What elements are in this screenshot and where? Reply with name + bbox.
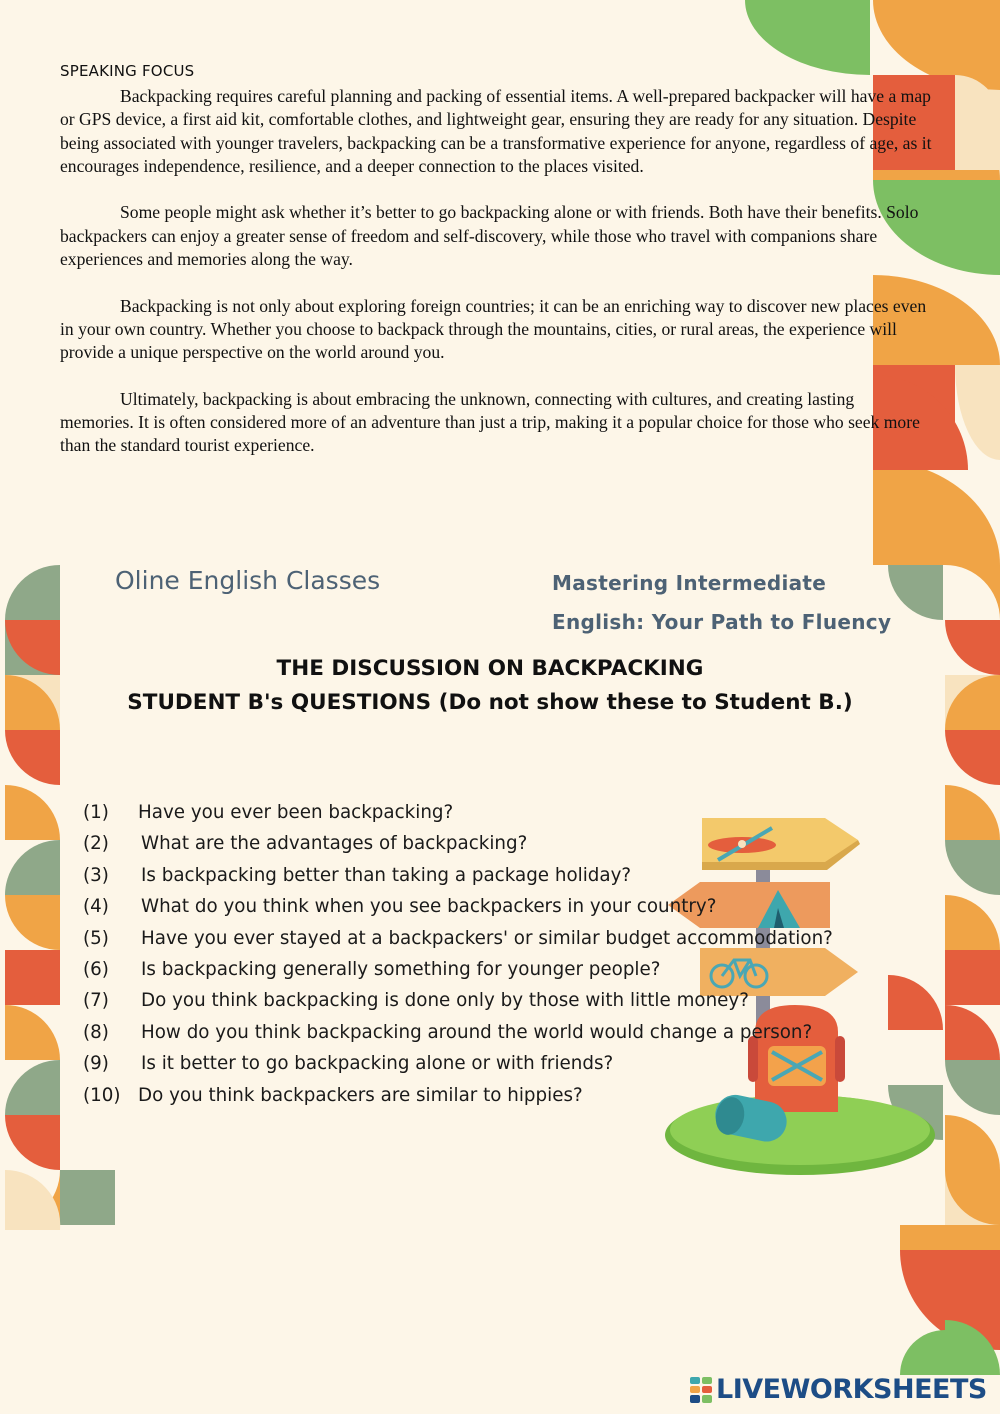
question-list [83, 797, 833, 1111]
question-text: What do you think when you see backpackers in your country? [141, 896, 717, 918]
tagline-line-2: English: Your Path to Fluency [552, 610, 892, 634]
question-text: Is it better to go backpacking alone or with friends? [141, 1053, 614, 1075]
question-text: Do you think backpacking is done only by those with little money? [141, 990, 749, 1012]
list-item [83, 1080, 833, 1111]
course-tagline [552, 564, 892, 642]
logo-text: LIVEWORKSHEETS [716, 1374, 987, 1405]
decorative-pattern-bottom-right [900, 1225, 1000, 1375]
paragraph: Some people might ask whether it’s better to go backpacking alone or with friends. Both have their benefits. Solo backpackers can enjoy a greater sense of freedom and self-discovery, while those who travel with companions share experiences and memories along the way. [60, 202, 919, 270]
list-item [83, 828, 833, 859]
list-item [83, 797, 833, 828]
list-item [83, 1017, 833, 1048]
pattern-shapes-bottom [900, 1225, 1000, 1375]
paragraph: Backpacking requires careful planning and packing of essential items. A well-prepared backpacker will have a map or GPS device, a first aid kit, comfortable clothes, and lightweight gear, ensuring they are ready for any situation. Despite being associated with younger travelers, backpacking can be a transformative experience for anyone, regardless of age, as it encourages independence, resilience, and a deeper connection to the places visited. [60, 86, 932, 176]
question-number: (8) [83, 1021, 109, 1043]
question-text: Is backpacking better than taking a package holiday? [141, 864, 632, 886]
paragraph: Backpacking is not only about exploring foreign countries; it can be an enriching way to discover new places even in your own country. Whether you choose to backpack through the mountains, cities, or rural areas, the experience will provide a unique perspective on the world around you. [60, 295, 927, 363]
question-number: (6) [83, 958, 109, 980]
heading-subtitle: STUDENT B's QUESTIONS (Do not show these to Student B.) [127, 690, 853, 715]
question-text: How do you think backpacking around the world would change a person? [141, 1021, 813, 1043]
question-number: (1) [83, 802, 109, 823]
list-item [83, 985, 833, 1016]
question-number: (3) [83, 864, 109, 886]
question-text: Have you ever stayed at a backpackers' or similar budget accommodation? [141, 927, 833, 949]
question-number: (2) [83, 833, 109, 855]
list-item [83, 954, 833, 985]
logo-grid-icon [690, 1377, 712, 1403]
section-label: SPEAKING FOCUS [60, 62, 195, 80]
question-number: (7) [83, 990, 109, 1012]
list-item [83, 860, 833, 891]
tagline-line-1: Mastering Intermediate [552, 571, 827, 595]
list-item [83, 1048, 833, 1079]
list-item [83, 891, 833, 922]
question-text: Do you think backpackers are similar to hippies? [138, 1084, 583, 1106]
list-item [83, 923, 833, 954]
question-text: Have you ever been backpacking? [138, 802, 454, 823]
question-number: (10) [83, 1084, 121, 1106]
question-number: (9) [83, 1053, 109, 1075]
question-number: (4) [83, 896, 109, 918]
heading-title: THE DISCUSSION ON BACKPACKING [276, 656, 704, 681]
worksheet-heading [100, 652, 880, 720]
liveworksheets-logo[interactable] [690, 1374, 987, 1405]
question-text: What are the advantages of backpacking? [141, 833, 528, 855]
school-name: Oline English Classes [115, 566, 381, 595]
reading-passage [60, 85, 932, 481]
question-text: Is backpacking generally something for younger people? [141, 958, 661, 980]
paragraph: Ultimately, backpacking is about embracing the unknown, connecting with cultures, and creating lasting memories. It is often considered more of an adventure than just a trip, making it a popular choice for those who seek more than the standard tourist experience. [60, 388, 920, 456]
question-number: (5) [83, 927, 109, 949]
